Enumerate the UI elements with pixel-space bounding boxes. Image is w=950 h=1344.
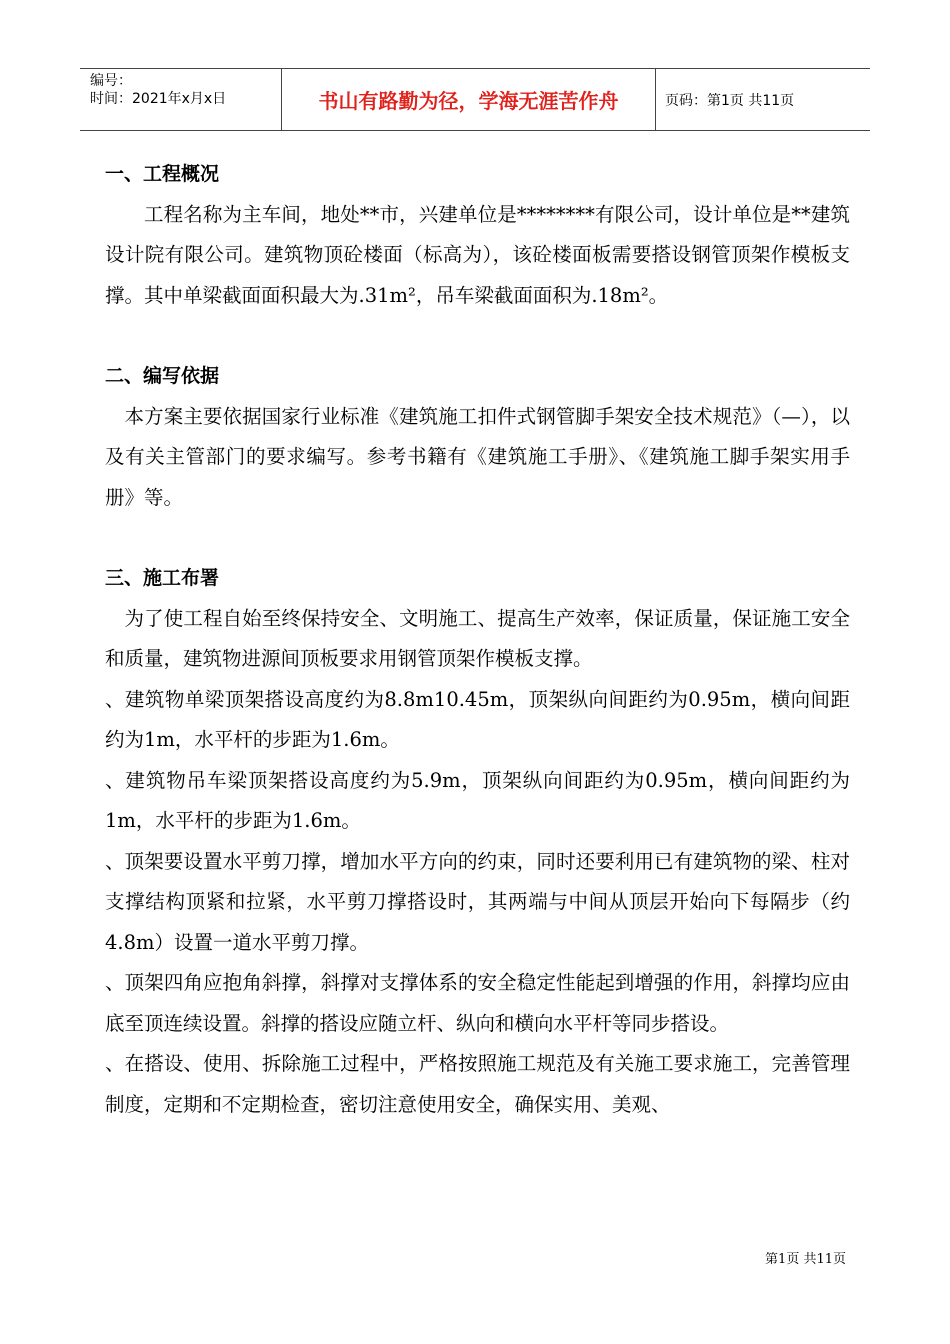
section-heading-layout: 三、施工布署 bbox=[105, 567, 220, 589]
header-number: 编号： bbox=[90, 73, 132, 89]
paragraph: 工程名称为主车间，地处**市，兴建单位是********有限公司，设计单位是**建筑设计院有限公司。建筑物顶砼楼面（标高为），该砼楼面板需要搭设钢管顶架作模板支撑。其中单梁截面面积最大为.31m²，吊车梁截面面积为.18m²。 bbox=[105, 202, 850, 307]
paragraph: 为了使工程自始至终保持安全、文明施工、提高生产效率，保证质量，保证施工安全和质量，建筑物进源间顶板要求用钢管顶架作模板支撑。 bbox=[105, 606, 850, 670]
section-heading-overview: 一、工程概况 bbox=[105, 163, 220, 185]
paragraph: 、在搭设、使用、拆除施工过程中，严格按照施工规范及有关施工要求施工，完善管理制度，定期和不定期检查，密切注意使用安全，确保实用、美观、 bbox=[105, 1052, 850, 1116]
paragraph: 、建筑物吊车梁顶架搭设高度约为5.9m，顶架纵向间距约为0.95m，横向间距约为1m，水平杆的步距为1.6m。 bbox=[105, 768, 850, 832]
document-body bbox=[105, 154, 850, 1125]
header-time: 时间：2021年x月x日 bbox=[90, 91, 227, 107]
section-heading-basis: 二、编写依据 bbox=[105, 365, 220, 387]
page-header bbox=[80, 68, 870, 131]
header-motto: 书山有路勤为径，学海无涯苦作舟 bbox=[282, 69, 656, 130]
header-page-number: 页码：第1页 共11页 bbox=[665, 92, 795, 109]
paragraph: 、顶架四角应抱角斜撑，斜撑对支撑体系的安全稳定性能起到增强的作用，斜撑均应由底至顶连续设置。斜撑的搭设应随立杆、纵向和横向水平杆等同步搭设。 bbox=[105, 971, 850, 1035]
header-meta bbox=[80, 69, 282, 130]
paragraph: 本方案主要依据国家行业标准《建筑施工扣件式钢管脚手架安全技术规范》（—），以及有关主管部门的要求编写。参考书籍有《建筑施工手册》、《建筑施工脚手架实用手册》等。 bbox=[105, 404, 850, 509]
page-footer: 第1页 共11页 bbox=[765, 1252, 846, 1267]
paragraph: 、建筑物单梁顶架搭设高度约为8.8m10.45m，顶架纵向间距约为0.95m，横向间距约为1m，水平杆的步距为1.6m。 bbox=[105, 687, 850, 751]
paragraph: 、顶架要设置水平剪刀撑，增加水平方向的约束，同时还要利用已有建筑物的梁、柱对支撑结构顶紧和拉紧，水平剪刀撑搭设时，其两端与中间从顶层开始向下每隔步（约4.8m）设置一道水平剪刀撑。 bbox=[105, 849, 850, 954]
